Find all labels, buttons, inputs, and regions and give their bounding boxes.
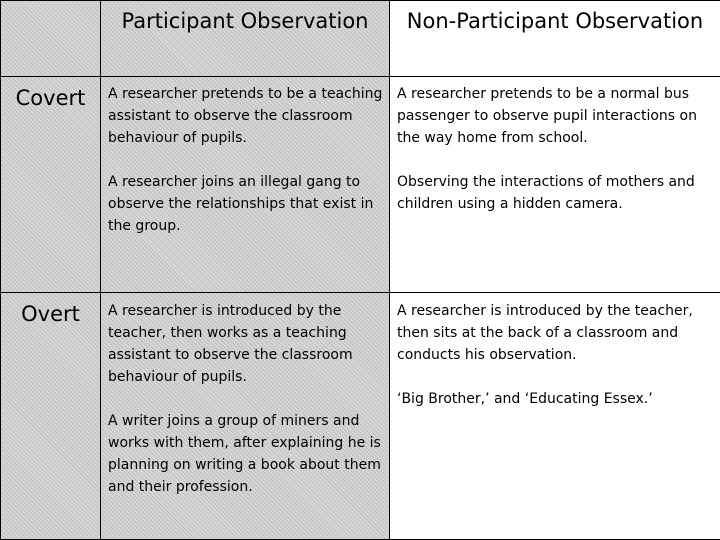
corner-cell <box>1 1 101 77</box>
row-label-covert <box>1 77 101 293</box>
header-non-participant <box>390 1 720 77</box>
example-text: A researcher is introduced by the teacher, then sits at the back of a classroom and conducts his observation. <box>397 303 693 363</box>
row-label-covert-text: Covert <box>15 86 86 110</box>
cell-overt-participant <box>101 293 390 540</box>
example-text: A researcher pretends to be a teaching assistant to observe the classroom behaviour of pupils. <box>108 86 383 146</box>
cell-covert-non-participant <box>390 77 720 293</box>
row-overt <box>1 293 720 540</box>
row-label-overt <box>1 293 101 540</box>
header-row <box>1 1 720 77</box>
row-label-overt-text: Overt <box>21 302 80 326</box>
example-text: A writer joins a group of miners and works with them, after explaining he is planning on writing a book about them and their profession. <box>108 413 381 495</box>
example-text: A researcher is introduced by the teacher, then works as a teaching assistant to observe the classroom behaviour of pupils. <box>108 303 353 385</box>
row-covert <box>1 77 720 293</box>
cell-overt-non-participant <box>390 293 720 540</box>
example-text: Observing the interactions of mothers and children using a hidden camera. <box>397 174 695 212</box>
example-text: A researcher pretends to be a normal bus passenger to observe pupil interactions on the way home from school. <box>397 86 697 146</box>
example-text: ‘Big Brother,’ and ‘Educating Essex.’ <box>397 391 653 407</box>
header-non-participant-label: Non-Participant Observation <box>406 9 704 33</box>
cell-covert-participant <box>101 77 390 293</box>
header-participant <box>101 1 390 77</box>
example-text: A researcher joins an illegal gang to observe the relationships that exist in the group. <box>108 174 374 234</box>
header-participant-label: Participant Observation <box>121 9 369 33</box>
